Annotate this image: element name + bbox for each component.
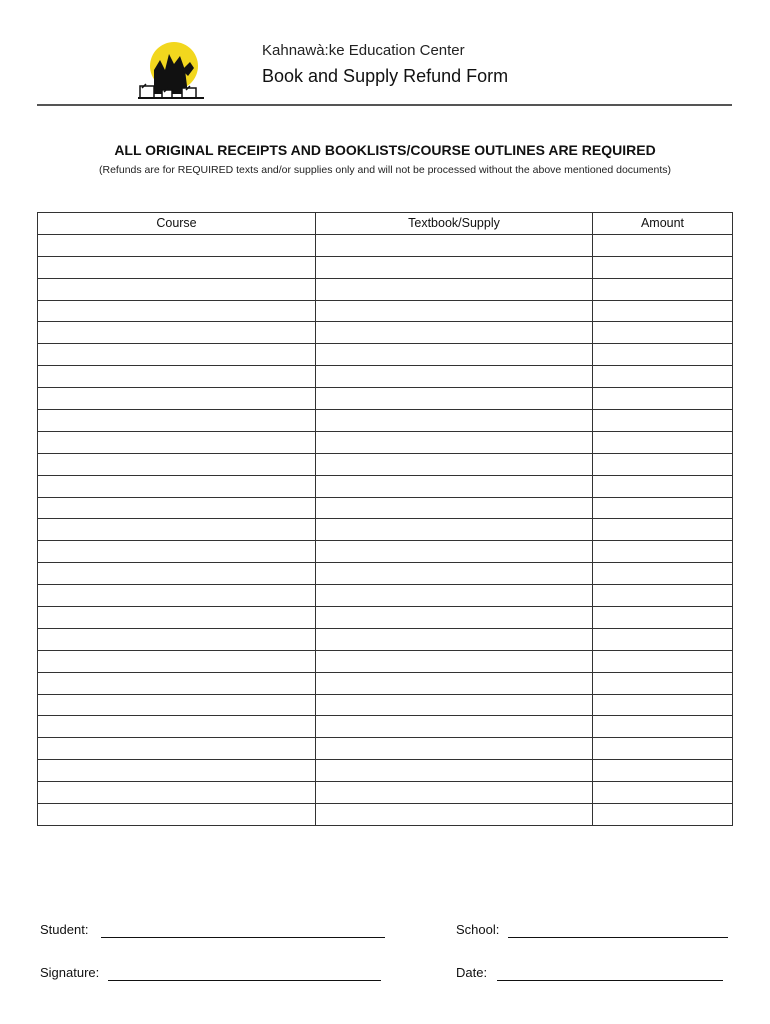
textbook-supply-cell[interactable] <box>316 716 593 738</box>
table-row <box>38 453 733 475</box>
student-field[interactable] <box>101 937 385 938</box>
table-row <box>38 431 733 453</box>
table-row <box>38 650 733 672</box>
course-cell[interactable] <box>38 650 316 672</box>
table-row <box>38 256 733 278</box>
textbook-supply-cell[interactable] <box>316 410 593 432</box>
course-cell[interactable] <box>38 804 316 826</box>
course-cell[interactable] <box>38 672 316 694</box>
amount-cell[interactable] <box>593 541 733 563</box>
course-cell[interactable] <box>38 256 316 278</box>
table-body <box>38 234 733 825</box>
amount-cell[interactable] <box>593 519 733 541</box>
textbook-supply-cell[interactable] <box>316 300 593 322</box>
textbook-supply-cell[interactable] <box>316 475 593 497</box>
amount-cell[interactable] <box>593 716 733 738</box>
amount-cell[interactable] <box>593 563 733 585</box>
amount-cell[interactable] <box>593 322 733 344</box>
textbook-supply-cell[interactable] <box>316 234 593 256</box>
textbook-supply-cell[interactable] <box>316 541 593 563</box>
table-row <box>38 607 733 629</box>
course-cell[interactable] <box>38 322 316 344</box>
amount-cell[interactable] <box>593 410 733 432</box>
organization-name: Kahnawà:ke Education Center <box>262 42 465 59</box>
textbook-supply-cell[interactable] <box>316 497 593 519</box>
amount-cell[interactable] <box>593 672 733 694</box>
textbook-supply-cell[interactable] <box>316 344 593 366</box>
column-header-course: Course <box>38 213 316 235</box>
amount-cell[interactable] <box>593 628 733 650</box>
textbook-supply-cell[interactable] <box>316 322 593 344</box>
requirements-heading: ALL ORIGINAL RECEIPTS AND BOOKLISTS/COURSE OUTLINES ARE REQUIRED <box>114 142 656 158</box>
table-row <box>38 563 733 585</box>
course-cell[interactable] <box>38 453 316 475</box>
refund-table <box>37 212 733 826</box>
table-row <box>38 804 733 826</box>
signature-label: Signature: <box>40 965 100 980</box>
table-row <box>38 475 733 497</box>
course-cell[interactable] <box>38 388 316 410</box>
course-cell[interactable] <box>38 234 316 256</box>
amount-cell[interactable] <box>593 607 733 629</box>
amount-cell[interactable] <box>593 497 733 519</box>
amount-cell[interactable] <box>593 782 733 804</box>
course-cell[interactable] <box>38 431 316 453</box>
date-label: Date: <box>456 965 488 980</box>
textbook-supply-cell[interactable] <box>316 519 593 541</box>
amount-cell[interactable] <box>593 256 733 278</box>
course-cell[interactable] <box>38 694 316 716</box>
course-cell[interactable] <box>38 300 316 322</box>
textbook-supply-cell[interactable] <box>316 585 593 607</box>
table-row <box>38 716 733 738</box>
amount-cell[interactable] <box>593 366 733 388</box>
table-row <box>38 410 733 432</box>
form-title: Book and Supply Refund Form <box>262 66 509 86</box>
course-cell[interactable] <box>38 760 316 782</box>
table-row <box>38 738 733 760</box>
course-cell[interactable] <box>38 738 316 760</box>
signature-field[interactable] <box>108 980 381 981</box>
textbook-supply-cell[interactable] <box>316 738 593 760</box>
table-row <box>38 782 733 804</box>
textbook-supply-cell[interactable] <box>316 563 593 585</box>
amount-cell[interactable] <box>593 585 733 607</box>
table-row <box>38 541 733 563</box>
table-row <box>38 278 733 300</box>
amount-cell[interactable] <box>593 804 733 826</box>
column-header-textbook-supply: Textbook/Supply <box>316 213 593 235</box>
course-cell[interactable] <box>38 278 316 300</box>
textbook-supply-cell[interactable] <box>316 388 593 410</box>
textbook-supply-cell[interactable] <box>316 760 593 782</box>
textbook-supply-cell[interactable] <box>316 256 593 278</box>
course-cell[interactable] <box>38 716 316 738</box>
table-row <box>38 585 733 607</box>
course-cell[interactable] <box>38 519 316 541</box>
textbook-supply-cell[interactable] <box>316 628 593 650</box>
textbook-supply-cell[interactable] <box>316 804 593 826</box>
course-cell[interactable] <box>38 497 316 519</box>
course-cell[interactable] <box>38 475 316 497</box>
table-row <box>38 760 733 782</box>
course-cell[interactable] <box>38 541 316 563</box>
amount-cell[interactable] <box>593 300 733 322</box>
table-row <box>38 322 733 344</box>
textbook-supply-cell[interactable] <box>316 278 593 300</box>
course-cell[interactable] <box>38 410 316 432</box>
textbook-supply-cell[interactable] <box>316 650 593 672</box>
amount-cell[interactable] <box>593 388 733 410</box>
course-cell[interactable] <box>38 344 316 366</box>
column-header-amount: Amount <box>593 213 733 235</box>
amount-cell[interactable] <box>593 650 733 672</box>
amount-cell[interactable] <box>593 738 733 760</box>
amount-cell[interactable] <box>593 475 733 497</box>
student-label: Student: <box>40 922 89 937</box>
table-row <box>38 388 733 410</box>
course-cell[interactable] <box>38 607 316 629</box>
amount-cell[interactable] <box>593 694 733 716</box>
textbook-supply-cell[interactable] <box>316 453 593 475</box>
course-cell[interactable] <box>38 782 316 804</box>
logo-icon <box>138 40 204 102</box>
table-header-row <box>38 213 733 235</box>
textbook-supply-cell[interactable] <box>316 672 593 694</box>
course-cell[interactable] <box>38 366 316 388</box>
amount-cell[interactable] <box>593 431 733 453</box>
school-label: School: <box>456 922 500 937</box>
amount-cell[interactable] <box>593 760 733 782</box>
table-row <box>38 672 733 694</box>
textbook-supply-cell[interactable] <box>316 782 593 804</box>
textbook-supply-cell[interactable] <box>316 431 593 453</box>
table-row <box>38 300 733 322</box>
course-cell[interactable] <box>38 563 316 585</box>
textbook-supply-cell[interactable] <box>316 366 593 388</box>
table-row <box>38 497 733 519</box>
amount-cell[interactable] <box>593 344 733 366</box>
course-cell[interactable] <box>38 628 316 650</box>
school-field[interactable] <box>508 937 728 938</box>
header-divider <box>37 104 732 106</box>
table-row <box>38 366 733 388</box>
date-field[interactable] <box>497 980 723 981</box>
requirements-note: (Refunds are for REQUIRED texts and/or supplies only and will not be processed without the above mentioned documents) <box>99 164 671 176</box>
table-row <box>38 694 733 716</box>
amount-cell[interactable] <box>593 278 733 300</box>
amount-cell[interactable] <box>593 453 733 475</box>
table-row <box>38 519 733 541</box>
table-row <box>38 344 733 366</box>
course-cell[interactable] <box>38 585 316 607</box>
table-row <box>38 234 733 256</box>
textbook-supply-cell[interactable] <box>316 607 593 629</box>
amount-cell[interactable] <box>593 234 733 256</box>
textbook-supply-cell[interactable] <box>316 694 593 716</box>
table-row <box>38 628 733 650</box>
